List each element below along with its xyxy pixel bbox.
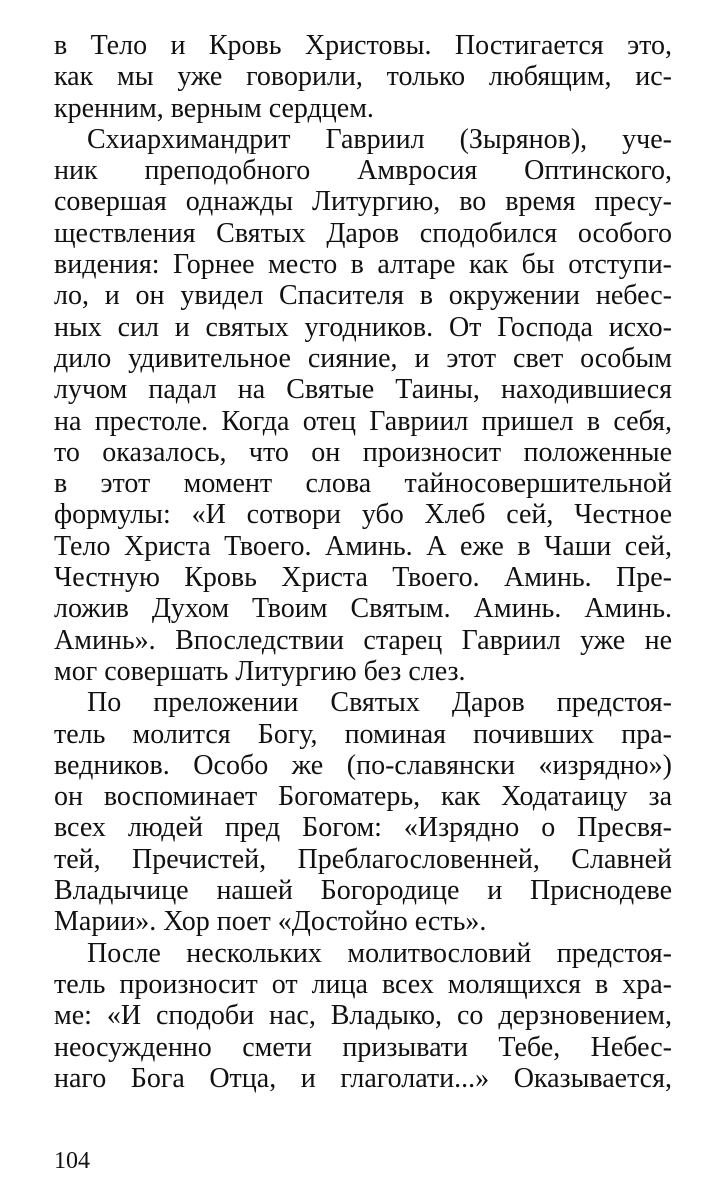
paragraph-start-line: Схиархимандрит Гавриил (Зырянов), уче-: [87, 123, 672, 155]
text-line: ведников. Особо же (по-славянски «изрядно»): [54, 749, 672, 781]
text-line: тей, Пречистей, Преблагословенней, Славней: [54, 843, 672, 875]
text-line: Владычице нашей Богородице и Приснодеве: [54, 875, 672, 907]
text-line: формулы: «И сотвори убо Хлеб сей, Честное: [54, 499, 672, 531]
text-line: совершая однажды Литургию, во время пресу-: [54, 186, 672, 218]
page-number: 104: [54, 1148, 90, 1174]
text-line: ме: «И сподоби нас, Владыко, со дерзновением,: [54, 1000, 672, 1032]
text-line: тель произносит от лица всех молящихся в хра-: [54, 968, 672, 1000]
text-line: ник преподобного Амвросия Оптинского,: [54, 155, 672, 187]
text-line: видения: Горнее место в алтаре как бы отступи-: [54, 249, 672, 281]
text-line: кренним, верным сердцем.: [54, 92, 374, 124]
text-line: в этот момент слова тайносовершительной: [54, 468, 672, 500]
text-line: на престоле. Когда отец Гавриил пришел в себя,: [54, 405, 672, 437]
text-line: Марии». Хор поет «Достойно есть».: [54, 906, 487, 938]
text-line: как мы уже говорили, только любящим, ис-: [54, 61, 672, 93]
text-line: тель молится Богу, поминая почивших пра-: [54, 718, 672, 750]
paragraph-start-line: По преложении Святых Даров предстоя-: [87, 687, 672, 719]
text-line: ных сил и святых угодников. От Господа исхо-: [54, 311, 672, 343]
text-line: в Тело и Кровь Христовы. Постигается это,: [54, 30, 672, 61]
text-line: наго Бога Отца, и глаголати...» Оказывается,: [54, 1062, 672, 1094]
text-line: Тело Христа Твоего. Аминь. А еже в Чаши сей,: [54, 530, 672, 562]
text-line: то оказалось, что он произносит положенные: [54, 436, 672, 468]
text-line: лучом падал на Святые Таины, находившиеся: [54, 374, 672, 406]
text-line: ложив Духом Твоим Святым. Аминь. Аминь.: [54, 593, 672, 625]
text-line: мог совершать Литургию без слез.: [54, 655, 466, 687]
paragraph-start-line: После нескольких молитвословий предстоя-: [87, 937, 672, 969]
text-line: всех людей пред Богом: «Изрядно о Пресвя-: [54, 812, 672, 844]
text-line: Аминь». Впоследствии старец Гавриил уже не: [54, 624, 672, 656]
text-line: он воспоминает Богоматерь, как Ходатаицу за: [54, 781, 672, 813]
page-text: [54, 30, 672, 1094]
text-line: ло, и он увидел Спасителя в окружении небес-: [54, 280, 672, 312]
text-line: Честную Кровь Христа Твоего. Аминь. Пре-: [54, 562, 672, 594]
text-line: ществления Святых Даров сподобился особого: [54, 217, 672, 249]
text-line: неосужденно смети призывати Тебе, Небес-: [54, 1031, 672, 1063]
text-line: дило удивительное сияние, и этот свет особым: [54, 342, 672, 374]
